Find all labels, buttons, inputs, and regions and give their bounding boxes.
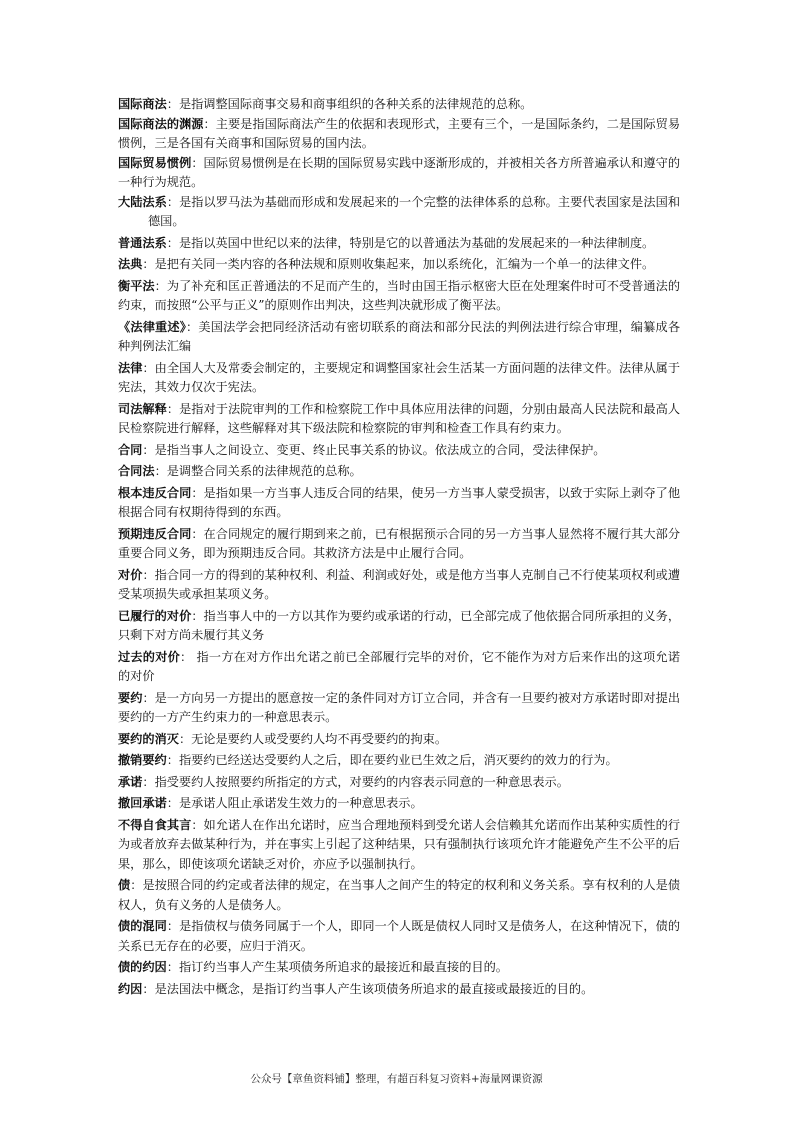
definition-entry <box>118 318 680 357</box>
definition-entry <box>118 689 680 728</box>
term-separator: ： <box>154 278 167 293</box>
definition-entry <box>118 400 680 439</box>
definition-term: 国际贸易惯例 <box>118 155 192 170</box>
definition-entry <box>118 441 680 461</box>
term-separator: ： <box>142 774 155 789</box>
definition-term: 根本违反合同 <box>118 485 192 500</box>
term-separator: ： <box>166 796 179 810</box>
definition-text: 指订约当事人产生某项债务所追求的最接近和最直接的目的。 <box>178 960 508 974</box>
term-separator: ： <box>130 878 143 892</box>
term-separator: ： <box>166 919 180 933</box>
definition-term: 承诺 <box>118 774 143 789</box>
definition-entry <box>118 566 680 605</box>
definition-entry <box>118 154 680 193</box>
definition-term: 司法解释 <box>118 401 167 416</box>
term-separator: ： <box>166 960 179 974</box>
definition-text: 是调整合同关系的法律规范的总称。 <box>166 464 362 478</box>
definition-term: 债的约因 <box>118 960 167 974</box>
definition-term: 债的混同 <box>118 919 167 933</box>
definition-text: 是指如果一方当事人违反合同的结果，使另一方当事人蒙受损害，以致于实际上剥夺了他根据合同有权期待得到的东西。 <box>118 485 681 519</box>
term-separator: ： <box>166 401 180 416</box>
term-separator: ： <box>142 690 155 705</box>
definition-term: 法典 <box>118 257 143 271</box>
definition-term: 撤销要约 <box>118 753 167 767</box>
definition-term: 要约的消灭 <box>118 731 179 746</box>
term-separator: ： <box>191 817 204 832</box>
definition-text: 是指以英国中世纪以来的法律，特别是它的以普通法为基础的发展起来的一种法律制度。 <box>178 235 655 250</box>
term-separator: ： <box>191 155 204 170</box>
definition-term: 普通法系 <box>118 235 167 250</box>
term-separator: ： <box>142 257 155 271</box>
term-separator: ： <box>178 731 192 746</box>
definition-term: 过去的对价 <box>118 649 181 664</box>
definition-entry <box>118 277 680 316</box>
document-body <box>118 95 680 999</box>
term-separator: ： <box>186 319 199 334</box>
definition-text: 国际贸易惯例是在长期的国际贸易实践中逐渐形成的，并被相关各方所普遍承认和遵守的一种行为规范。 <box>118 155 681 189</box>
definition-term: 债 <box>118 878 131 892</box>
definition-term: 对价 <box>118 567 143 582</box>
definition-entry <box>118 607 680 646</box>
definition-entry <box>118 234 680 254</box>
term-separator: ： <box>191 526 204 541</box>
definition-text: 在合同规定的履行期到来之前，已有根据预示合同的另一方当事人显然将不履行其大部分重要合同义务，即为预期违反合同。其救济方法是中止履行合同。 <box>118 526 681 560</box>
definition-text: 是指对于法院审判的工作和检察院工作中具体应用法律的问题，分别由最高人民法院和最高人民检察院进行解释，这些解释对其下级法院和检察院的审判和检查工作具有约束力。 <box>118 401 681 435</box>
definition-text: 如允诺人在作出允诺时，应当合理地预料到受允诺人会信赖其允诺而作出某种实质性的行为或者放弃去做某种行为，并在事实上引起了这种结果，只有强制执行该项允许才能避免产生不公平的后果，那么，即使该项允诺缺乏对价，亦应予以强制执行。 <box>118 817 681 871</box>
definition-entry <box>118 980 680 1000</box>
definition-entry <box>118 876 680 915</box>
definition-text: 是法国法中概念，是指订约当事人产生该项债务所追求的最直接或最接近的目的。 <box>154 981 594 996</box>
definition-text: 指当事人中的一方以其作为要约或承诺的行动，已全部完成了他依据合同所承担的义务，只剩下对方尚未履行其义务 <box>118 608 681 642</box>
definition-text: 是按照合同的约定或者法律的规定，在当事人之间产生的特定的权利和义务关系。享有权利的人是债权人，负有义务的人是债务人。 <box>118 878 681 912</box>
definition-term: 不得自食其言 <box>118 817 192 832</box>
definition-entry <box>118 794 680 814</box>
definition-text: 是把有关同一类内容的各种法规和原则收集起来，加以系统化，汇编为一个单一的法律文件。 <box>154 257 655 271</box>
term-separator: ： <box>191 485 204 500</box>
definition-text: 无论是要约人或受要约人均不再受要约的拘束。 <box>191 731 448 746</box>
definition-text: 是指当事人之间设立、变更、终止民事关系的协议。依法成立的合同，受法律保护。 <box>154 442 606 457</box>
definition-text: 是承诺人阻止承诺发生效力的一种意思表示。 <box>178 796 423 810</box>
definition-text: 为了补充和匡正普通法的不足而产生的，当时由国王指示枢密大臣在处理案件时可不受普通法的约束，而按照“公平与正义”的原则作出判决，这些判决就形成了衡平法。 <box>118 278 681 312</box>
definition-text: 是指调整国际商事交易和商事组织的各种关系的法律规范的总称。 <box>178 97 533 111</box>
definition-entry <box>118 115 680 154</box>
term-separator: ： <box>166 753 179 767</box>
definition-text: 指合同一方的得到的某种权利、利益、利润或好处，或是他方当事人克制自己不行使某项权利或遭受某项损失或承担某项义务。 <box>118 567 681 601</box>
definition-entry <box>118 816 680 875</box>
term-separator: ： <box>142 981 155 996</box>
definition-entry <box>118 484 680 523</box>
page-footer: 公众号【章鱼资料铺】整理，有超百科复习资料+海量网课资源 <box>250 1073 543 1085</box>
term-separator: ： <box>203 116 216 131</box>
term-separator: ： <box>166 97 179 111</box>
term-separator: ： <box>166 235 179 250</box>
term-separator: ： <box>154 464 167 478</box>
definition-term: 合同 <box>118 442 143 457</box>
term-separator: ： <box>191 608 204 623</box>
term-separator: ： <box>166 194 180 209</box>
definition-entry <box>118 648 680 687</box>
definition-text: 美国法学会把同经济活动有密切联系的商法和部分民法的判例法进行综合审理，编纂成各种判例法汇编 <box>118 319 681 353</box>
definition-text: 指受要约人按照要约所指定的方式，对要约的内容表示同意的一种意思表示。 <box>154 774 569 789</box>
definition-text: 主要是指国际商法产生的依据和表现形式，主要有三个，一是国际条约，二是国际贸易惯例，三是各国有关商事和国际贸易的国内法。 <box>118 116 681 150</box>
definition-entry <box>118 958 680 978</box>
definition-text: 是指债权与债务同属于一个人，即同一个人既是债权人同时又是债务人，在这种情况下，债的关系已无存在的必要，应归于消灭。 <box>118 919 681 953</box>
definition-entry <box>118 751 680 771</box>
term-separator: ： <box>142 567 155 582</box>
definition-term: 衡平法 <box>118 278 155 293</box>
definition-entry <box>118 917 680 956</box>
definition-text: 是一方向另一方提出的愿意按一定的条件同对方订立合同，并含有一旦要约被对方承诺时即对提出要约的一方产生约束力的一种意思表示。 <box>118 690 681 724</box>
definition-term: 国际商法 <box>118 97 167 111</box>
definition-entry <box>118 193 680 232</box>
definition-entry <box>118 462 680 482</box>
definition-text: 由全国人大及常委会制定的，主要规定和调整国家社会生活某一方面问题的法律文件。法律从属于宪法，其效力仅次于宪法。 <box>118 360 681 394</box>
definition-text: 指一方在对方作出允诺之前已全部履行完毕的对价，它不能作为对方后来作出的这项允诺的对价 <box>118 649 681 683</box>
definition-entry <box>118 773 680 793</box>
definition-entry <box>118 525 680 564</box>
term-separator: ： <box>142 442 155 457</box>
definition-term: 预期违反合同 <box>118 526 192 541</box>
definition-term: 约因 <box>118 981 143 996</box>
definition-entry <box>118 95 680 115</box>
definition-term: 已履行的对价 <box>118 608 192 623</box>
definition-term: 国际商法的渊源 <box>118 116 204 131</box>
definition-term: 法律 <box>118 360 143 375</box>
definition-term: 合同法 <box>118 464 155 478</box>
definition-text: 指要约已经送达受要约人之后，即在要约业已生效之后，消灭要约的效力的行为。 <box>178 753 618 767</box>
definition-text: 是指以罗马法为基础而形成和发展起来的一个完整的法律体系的总称。主要代表国家是法国和德国。 <box>148 194 681 228</box>
definition-term: 撤回承诺 <box>118 796 167 810</box>
term-separator: ： <box>180 649 193 664</box>
definition-term: 《法律重述》 <box>118 319 187 334</box>
definition-term: 要约 <box>118 690 143 705</box>
term-separator: ： <box>142 360 155 375</box>
definition-entry <box>118 359 680 398</box>
definition-term: 大陆法系 <box>118 194 167 209</box>
definition-entry <box>118 730 680 750</box>
definition-entry <box>118 255 680 275</box>
